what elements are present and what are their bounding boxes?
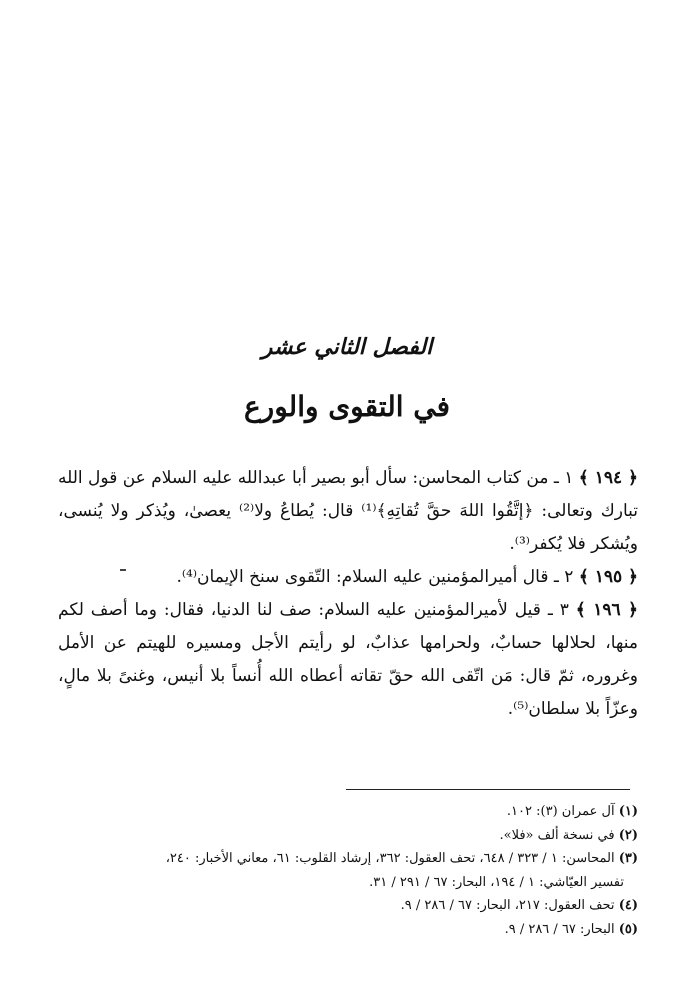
footnote-text: تحف العقول: ٢١٧، البحار: ٦٧ / ٢٨٦ / ٩. — [400, 898, 615, 913]
footnote-text: البحار: ٦٧ / ٢٨٦ / ٩. — [504, 921, 615, 937]
footnote-item — [58, 918, 638, 942]
hadith-number: ﴿ ١٩٥ ﴾ — [578, 567, 638, 587]
footnote-item — [58, 847, 638, 894]
footnote-number: (٣) — [618, 851, 638, 866]
hadith-text: ٣ ـ قيل لأميرالمؤمنين عليه السلام: صف لنا الدنيا، فقال: وما أصف لكم منها، لحلالها حسابٌ، ولحرامها عذابٌ، لو رأيتم الأجل ومسيره للهيتم عن الأمل وغروره، ثمّ قال: مَن اتّقى الله حقّ تقاته أعطاه الله أُنساً بلا أنيس، وغنىً بلا مالٍ، وعزّاً بلا سلطان⁽⁵⁾. — [58, 600, 638, 719]
footnote-number: (٥) — [618, 921, 638, 937]
hadith-number: ﴿ ١٩٦ ﴾ — [575, 600, 639, 620]
hadith-list — [58, 462, 638, 726]
hadith-text: ٢ ـ قال أميرالمؤمنين عليه السلام: التّقوى سنخ الإيمان⁽⁴⁾. — [176, 567, 574, 587]
hadith-number: ﴿ ١٩٤ ﴾ — [578, 468, 638, 488]
footnote-item — [58, 800, 638, 824]
chapter-title: الفصل الثاني عشر — [261, 334, 433, 360]
hadith-195 — [58, 561, 638, 594]
footnote-text: في نسخة ألف «فلا». — [499, 827, 615, 843]
footnote-divider — [346, 789, 630, 790]
footnote-item — [58, 824, 638, 848]
footnote-number: (١) — [618, 804, 638, 819]
footnote-number: (٤) — [618, 898, 638, 913]
footnote-text: آل عمران (٣): ١٠٢. — [506, 804, 615, 819]
footnote-continuation: تفسير العيّاشي: ١ / ١٩٤، البحار: ٦٧ / ٢٩١ / ٣١. — [369, 874, 624, 890]
footnote-item — [58, 894, 638, 918]
chapter-subtitle: في التقوى والورع — [243, 390, 451, 423]
hadith-194 — [58, 462, 638, 561]
footnote-number: (٢) — [618, 827, 638, 843]
footnotes-list — [58, 800, 638, 941]
hadith-196 — [58, 594, 638, 726]
hadith-text: ١ ـ من كتاب المحاسن: سأل أبو بصير أبا عبدالله عليه السلام عن قول الله تبارك وتعالى: ﴿إتَّقُوا اللهَ حقَّ تُقاتِهِ﴾⁽¹⁾ قال: يُطاعُ ولا⁽²⁾ يعصىٰ، ويُذكر ولا يُنسى، ويُشكر فلا يُكفر⁽³⁾. — [58, 468, 639, 554]
footnote-text: المحاسن: ١ / ٣٢٣ / ٦٤٨، تحف العقول: ٣٦٢، إرشاد القلوب: ٦١، معاني الأخبار: ٢٤٠، — [165, 851, 615, 866]
stray-ink-mark — [120, 569, 126, 571]
